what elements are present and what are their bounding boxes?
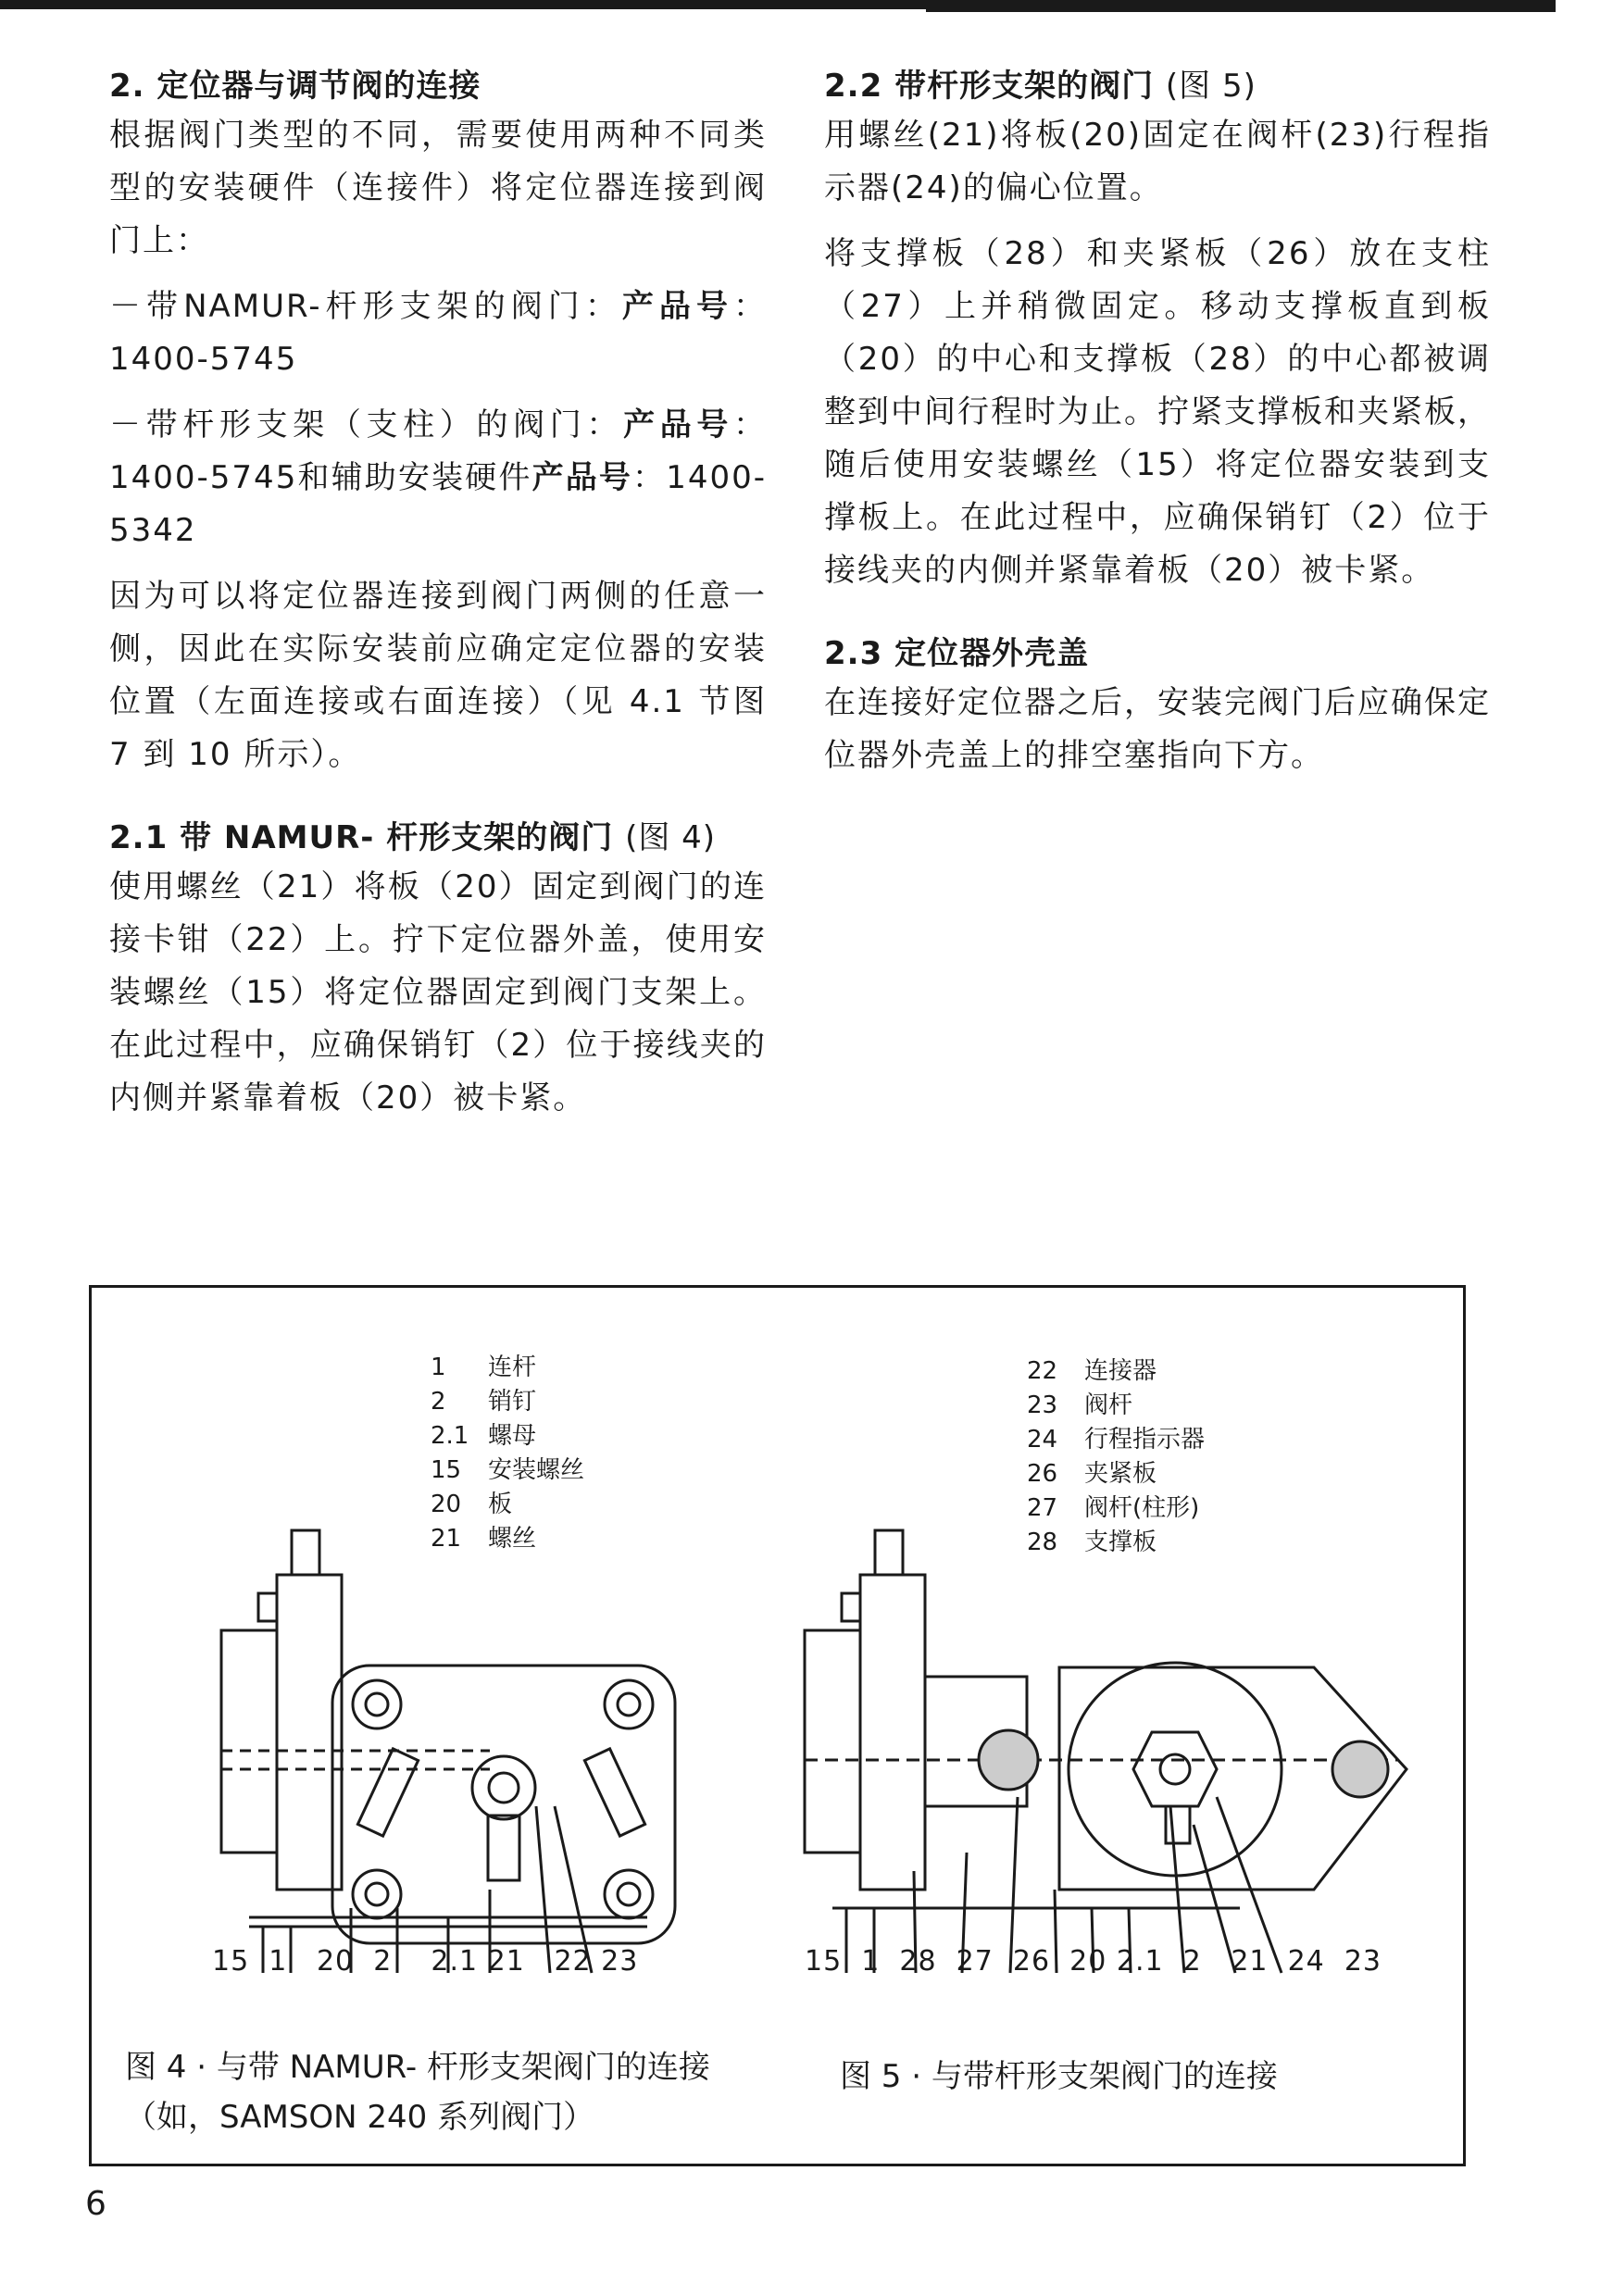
legend-right-label: 夹紧板 (1084, 1460, 1157, 1488)
figure-4-caption (125, 2042, 710, 2142)
fig4-vent (292, 1530, 319, 1575)
section-2-2-ref: (图 5) (1165, 68, 1257, 105)
legend-right-label: 阀杆(柱形) (1084, 1494, 1200, 1522)
item-namur-value: ：1400-5745 (109, 288, 767, 378)
legend-left-number: 2 (431, 1388, 446, 1416)
figure-box (89, 1285, 1466, 2166)
legend-right-label: 行程指示器 (1084, 1426, 1206, 1454)
legend-left-number: 20 (431, 1491, 462, 1518)
section-2-title: 2. 定位器与调节阀的连接 (109, 68, 481, 105)
item-rod-text: －带杆形支架（支柱）的阀门： (109, 406, 624, 443)
section-2-intro: 根据阀门类型的不同，需要使用两种不同类型的安装硬件（连接件）将定位器连接到阀门上： (109, 117, 767, 259)
fig4-housing-side (221, 1630, 277, 1853)
legend-right-label: 连接器 (1084, 1357, 1157, 1385)
item-rod (109, 399, 767, 557)
legend-right-number: 28 (1027, 1529, 1058, 1556)
item-rod-value2: ：1400-5342 (109, 459, 767, 549)
legend-right-number: 27 (1027, 1494, 1058, 1522)
legend-right-row (1027, 1389, 1205, 1423)
left-column (109, 63, 767, 1138)
section-2-3-title: 2.3 定位器外壳盖 (824, 635, 1090, 672)
legend-left-label: 螺母 (488, 1422, 537, 1450)
section-2-1-title (109, 815, 767, 861)
legend-right-row (1027, 1423, 1205, 1457)
mounting-note: 因为可以将定位器连接到阀门两侧的任意一侧，因此在实际安装前应确定定位器的安装位置（左面连接或右面连接）（见 4.1 节图 7 到 10 所示）。 (109, 578, 767, 773)
legend-right-number: 23 (1027, 1391, 1058, 1419)
item-rod-label2: 产品号 (531, 459, 633, 496)
fig4-screw-head (258, 1593, 277, 1621)
legend-left-label: 螺丝 (488, 1525, 537, 1553)
fig5-screw-head (842, 1593, 860, 1621)
legend-left-number: 1 (431, 1354, 446, 1381)
item-rod-label: 产品号 (623, 406, 734, 443)
item-namur (109, 281, 767, 386)
fig5-column (1332, 1741, 1388, 1797)
figure-4-drawing (212, 1501, 805, 1982)
section-2-1-title-text: 2.1 带 NAMUR- 杆形支架的阀门 (109, 819, 614, 856)
section-2-2-title (824, 63, 1491, 109)
legend-left-row (431, 1419, 584, 1454)
item-namur-label: 产品号 (621, 288, 733, 325)
figure-5-caption: 图 5 · 与带杆形支架阀门的连接 (840, 2058, 1278, 2095)
legend-right-label: 阀杆 (1084, 1391, 1133, 1419)
section-2-2-text1: 用螺丝(21)将板(20)固定在阀杆(23)行程指示器(24)的偏心位置。 (824, 117, 1491, 206)
legend-left-number: 15 (431, 1456, 462, 1484)
legend-right-label: 支撑板 (1084, 1529, 1157, 1556)
section-2-2-title-text: 2.2 带杆形支架的阀门 (824, 68, 1155, 105)
fig5-housing-body (860, 1575, 925, 1890)
section-2-2-text2: 将支撑板（28）和夹紧板（26）放在支柱（27）上并稍微固定。移动支撑板直到板（20）的中心和支撑板（28）的中心都被调整到中间行程时为止。拧紧支撑板和夹紧板，随后使用安装螺丝（15）将定位器安装到支撑板上。在此过程中，应确保销钉（2）位于接线夹的内侧并紧靠着板（20）被卡紧。 (824, 235, 1491, 589)
figure-5-drawing (795, 1501, 1444, 1982)
item-rod-value: ：1400-5745和辅助安装硬件 (109, 406, 768, 496)
legend-right-row (1027, 1354, 1205, 1389)
fig4-callout-numbers: 15 1 20 2 2.1 21 22 23 (212, 1945, 639, 1978)
legend-left-row (431, 1454, 584, 1488)
legend-left-label: 板 (488, 1491, 513, 1518)
legend-right-number: 26 (1027, 1460, 1058, 1488)
top-rule (0, 0, 1556, 9)
page-number: 6 (85, 2185, 106, 2223)
item-namur-text: －带NAMUR-杆形支架的阀门： (109, 288, 622, 325)
legend-left-label: 安装螺丝 (488, 1456, 585, 1484)
legend-left-row (431, 1385, 584, 1419)
fig5-vent (875, 1530, 903, 1575)
legend-right-number: 22 (1027, 1357, 1058, 1385)
figure-4-caption-line2: （如，SAMSON 240 系列阀门） (125, 2099, 595, 2136)
legend-left-label: 连杆 (488, 1354, 537, 1381)
legend-left-number: 2.1 (431, 1422, 469, 1450)
legend-left-label: 销钉 (488, 1388, 537, 1416)
legend-right-row (1027, 1457, 1205, 1491)
fig5-callout-numbers: 15 1 28 27 26 20 2.1 2 21 24 23 (805, 1945, 1382, 1978)
top-rule-accent (926, 9, 1556, 12)
legend-left-number: 21 (431, 1525, 462, 1553)
fig5-housing-side (805, 1630, 860, 1853)
section-2-1-text: 使用螺丝（21）将板（20）固定到阀门的连接卡钳（22）上。拧下定位器外盖，使用安装螺丝（15）将定位器固定到阀门支架上。在此过程中，应确保销钉（2）位于接线夹的内侧并紧靠着板（20）被卡紧。 (109, 868, 767, 1117)
right-column (824, 63, 1491, 795)
legend-left-row (431, 1351, 584, 1385)
section-2-3-text: 在连接好定位器之后，安装完阀门后应确保定位器外壳盖上的排空塞指向下方。 (824, 684, 1491, 774)
legend-right-number: 24 (1027, 1426, 1058, 1454)
figure-4-caption-line1: 图 4 · 与带 NAMUR- 杆形支架阀门的连接 (125, 2049, 710, 2086)
section-2-1-ref: (图 4) (625, 819, 717, 856)
